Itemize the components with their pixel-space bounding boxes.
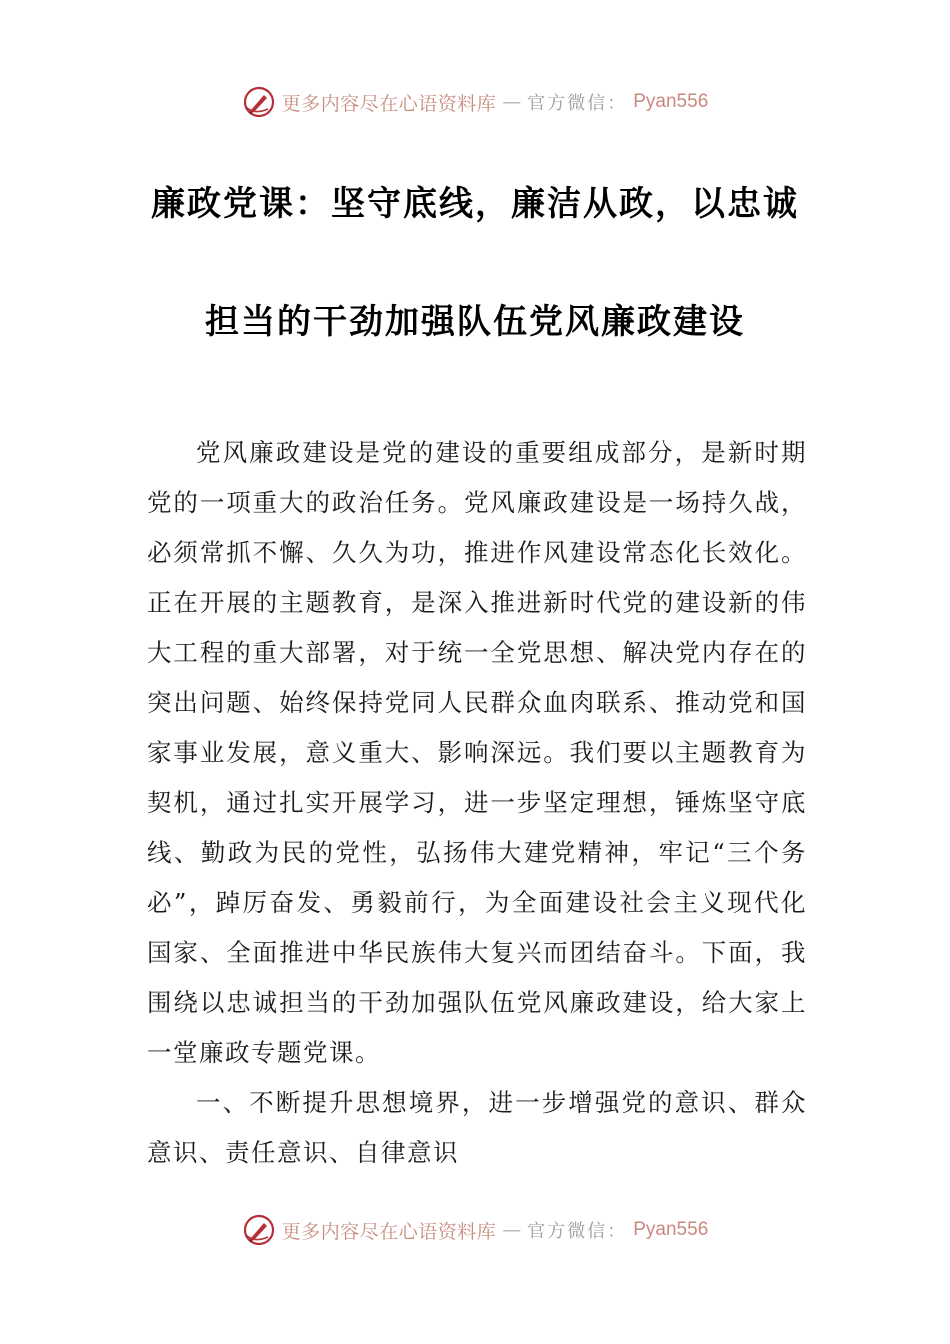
banner-wechat-label: 官方微信： xyxy=(527,93,628,114)
banner-dash: — xyxy=(502,1219,522,1241)
document-title-line-1: 廉政党课：坚守底线，廉洁从政，以忠诚 xyxy=(151,184,799,224)
document-body xyxy=(147,428,807,1178)
banner-text: 更多内容尽在心语资料库 xyxy=(281,1220,497,1243)
banner-dash: — xyxy=(502,91,522,113)
footer-banner xyxy=(0,1210,950,1250)
pen-logo-icon xyxy=(242,85,276,119)
header-banner xyxy=(0,82,950,122)
banner-wechat-id: Pyan556 xyxy=(633,91,709,112)
banner-wechat-id: Pyan556 xyxy=(633,1219,709,1240)
banner-text: 更多内容尽在心语资料库 xyxy=(281,92,497,115)
paragraph-section-heading: 一、不断提升思想境界，进一步增强党的意识、群众意识、责任意识、自律意识 xyxy=(147,1088,807,1167)
banner-wechat-label: 官方微信： xyxy=(527,1221,628,1242)
document-title-line-2: 担当的干劲加强队伍党风廉政建设 xyxy=(205,302,745,342)
paragraph-intro: 党风廉政建设是党的建设的重要组成部分，是新时期党的一项重大的政治任务。党风廉政建设是一场持久战，必须常抓不懈、久久为功，推进作风建设常态化长效化。正在开展的主题教育，是深入推进新时代党的建设新的伟大工程的重大部署，对于统一全党思想、解决党内存在的突出问题、始终保持党同人民群众血肉联系、推动党和国家事业发展，意义重大、影响深远。我们要以主题教育为契机，通过扎实开展学习，进一步坚定理想，锤炼坚守底线、勤政为民的党性，弘扬伟大建党精神，牢记“三个务必”，踔厉奋发、勇毅前行，为全面建设社会主义现代化国家、全面推进中华民族伟大复兴而团结奋斗。下面，我围绕以忠诚担当的干劲加强队伍党风廉政建设，给大家上一堂廉政专题党课。 xyxy=(147,438,807,1067)
pen-logo-icon xyxy=(242,1213,276,1247)
